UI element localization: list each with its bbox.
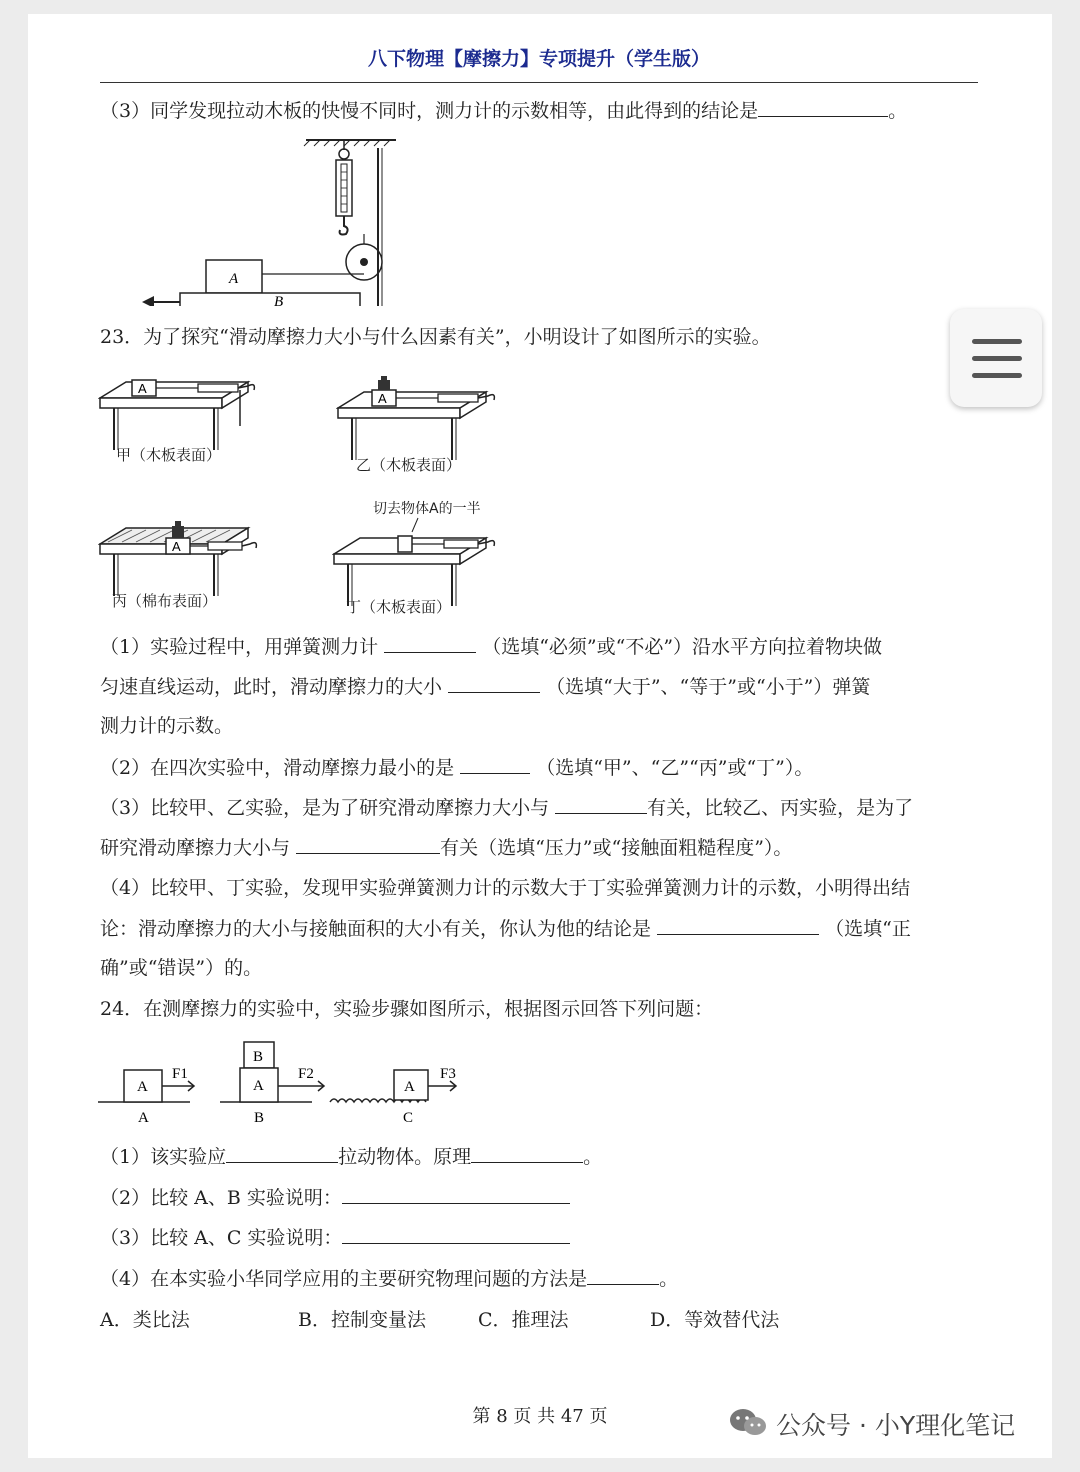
menu-button[interactable] [950,309,1042,407]
q23-part3-line2: 研究滑动摩擦力大小与 有关（选填“压力”或“接触面粗糙程度”）。 [100,837,793,859]
answer-blank[interactable] [555,795,647,814]
svg-text:A: A [404,1079,415,1095]
hamburger-menu-icon [972,339,1022,344]
svg-text:A: A [138,1110,149,1126]
document-page [28,14,1052,1458]
svg-text:A: A [378,391,387,406]
header-rule [100,82,978,83]
svg-text:A: A [138,381,147,396]
answer-blank[interactable] [342,1225,570,1244]
board-b-label: B [274,294,284,306]
q23-part4-line2: 论：滑动摩擦力的大小与接触面积的大小有关，你认为他的结论是 （选填“正 [100,918,911,940]
answer-blank[interactable] [460,755,530,774]
exp-bing-figure [98,500,258,600]
exp-yi-figure [336,364,496,464]
q24-stem: 24．在测摩擦力的实验中，实验步骤如图所示，根据图示回答下列问题： [100,998,714,1020]
svg-text:B: B [254,1110,265,1126]
svg-text:A: A [137,1079,148,1095]
answer-blank[interactable] [758,98,888,117]
q23-part1-line2: 匀速直线运动，此时，滑动摩擦力的大小 （选填“大于”、“等于”或“小于”）弹簧 [100,676,871,698]
q23-part1-line3: 测力计的示数。 [100,715,234,737]
wechat-icon [728,1405,770,1439]
q24-part1: （1）该实验应 拉动物体。原理 。 [100,1146,603,1168]
svg-text:C: C [403,1110,414,1126]
option-c: C．推理法 [478,1309,569,1331]
answer-blank[interactable] [471,1144,583,1163]
answer-blank[interactable] [296,835,440,854]
q23-stem: 23．为了探究“滑动摩擦力大小与什么因素有关”，小明设计了如图所示的实验。 [100,326,771,348]
svg-text:A: A [172,539,181,554]
q22-pulley-figure [98,138,408,306]
answer-blank[interactable] [657,916,819,935]
q24-part3: （3）比较 A、C 实验说明： [100,1225,980,1250]
q24-part2: （2）比较 A、B 实验说明： [100,1185,980,1210]
q23-part4-line3: 确”或“错误”）的。 [100,957,263,979]
q23-part3-line1: （3）比较甲、乙实验，是为了研究滑动摩擦力大小与 有关，比较乙、丙实验，是为了 [100,797,914,819]
answer-blank[interactable] [384,634,476,653]
cut-note: 切去物体A的一半 [373,501,481,517]
q24-figure [98,1040,458,1126]
q23-part4-line1: （4）比较甲、丁实验，发现甲实验弹簧测力计的示数大于丁实验弹簧测力计的示数，小明得出结 [100,877,911,899]
svg-text:F2: F2 [298,1066,314,1082]
q23-part2: （2）在四次实验中，滑动摩擦力最小的是 （选填“甲”、“乙”“丙”或“丁”）。 [100,757,814,779]
watermark-text: 公众号 · 小Y理化笔记 [776,1411,1016,1440]
caption-bing: 丙（棉布表面） [112,592,218,610]
q24-part4: （4）在本实验小华同学应用的主要研究物理问题的方法是 。 [100,1268,679,1290]
svg-text:A: A [253,1078,264,1094]
answer-blank[interactable] [448,674,540,693]
block-a-label: A [229,271,239,287]
option-d: D．等效替代法 [650,1309,780,1331]
answer-blank[interactable] [226,1144,338,1163]
exp-jia-figure [98,364,258,456]
answer-blank[interactable] [587,1266,659,1285]
answer-blank[interactable] [342,1185,570,1204]
caption-jia: 甲（木板表面） [116,446,222,464]
caption-ding: 丁（木板表面） [346,598,452,616]
option-a: A．类比法 [100,1309,190,1331]
q22-part3: （3）同学发现拉动木板的快慢不同时，测力计的示数相等，由此得到的结论是 。 [100,100,908,122]
option-b: B．控制变量法 [298,1309,426,1331]
q23-part1-line1: （1）实验过程中，用弹簧测力计 （选填“必须”或“不必”）沿水平方向拉着物块做 [100,636,883,658]
caption-yi: 乙（木板表面） [356,456,462,474]
svg-text:F3: F3 [440,1066,456,1082]
page-number: 第 8 页 共 47 页 [472,1406,608,1427]
svg-text:B: B [253,1049,264,1065]
svg-text:F1: F1 [172,1066,188,1082]
document-header: 八下物理【摩擦力】专项提升（学生版） [367,48,710,70]
